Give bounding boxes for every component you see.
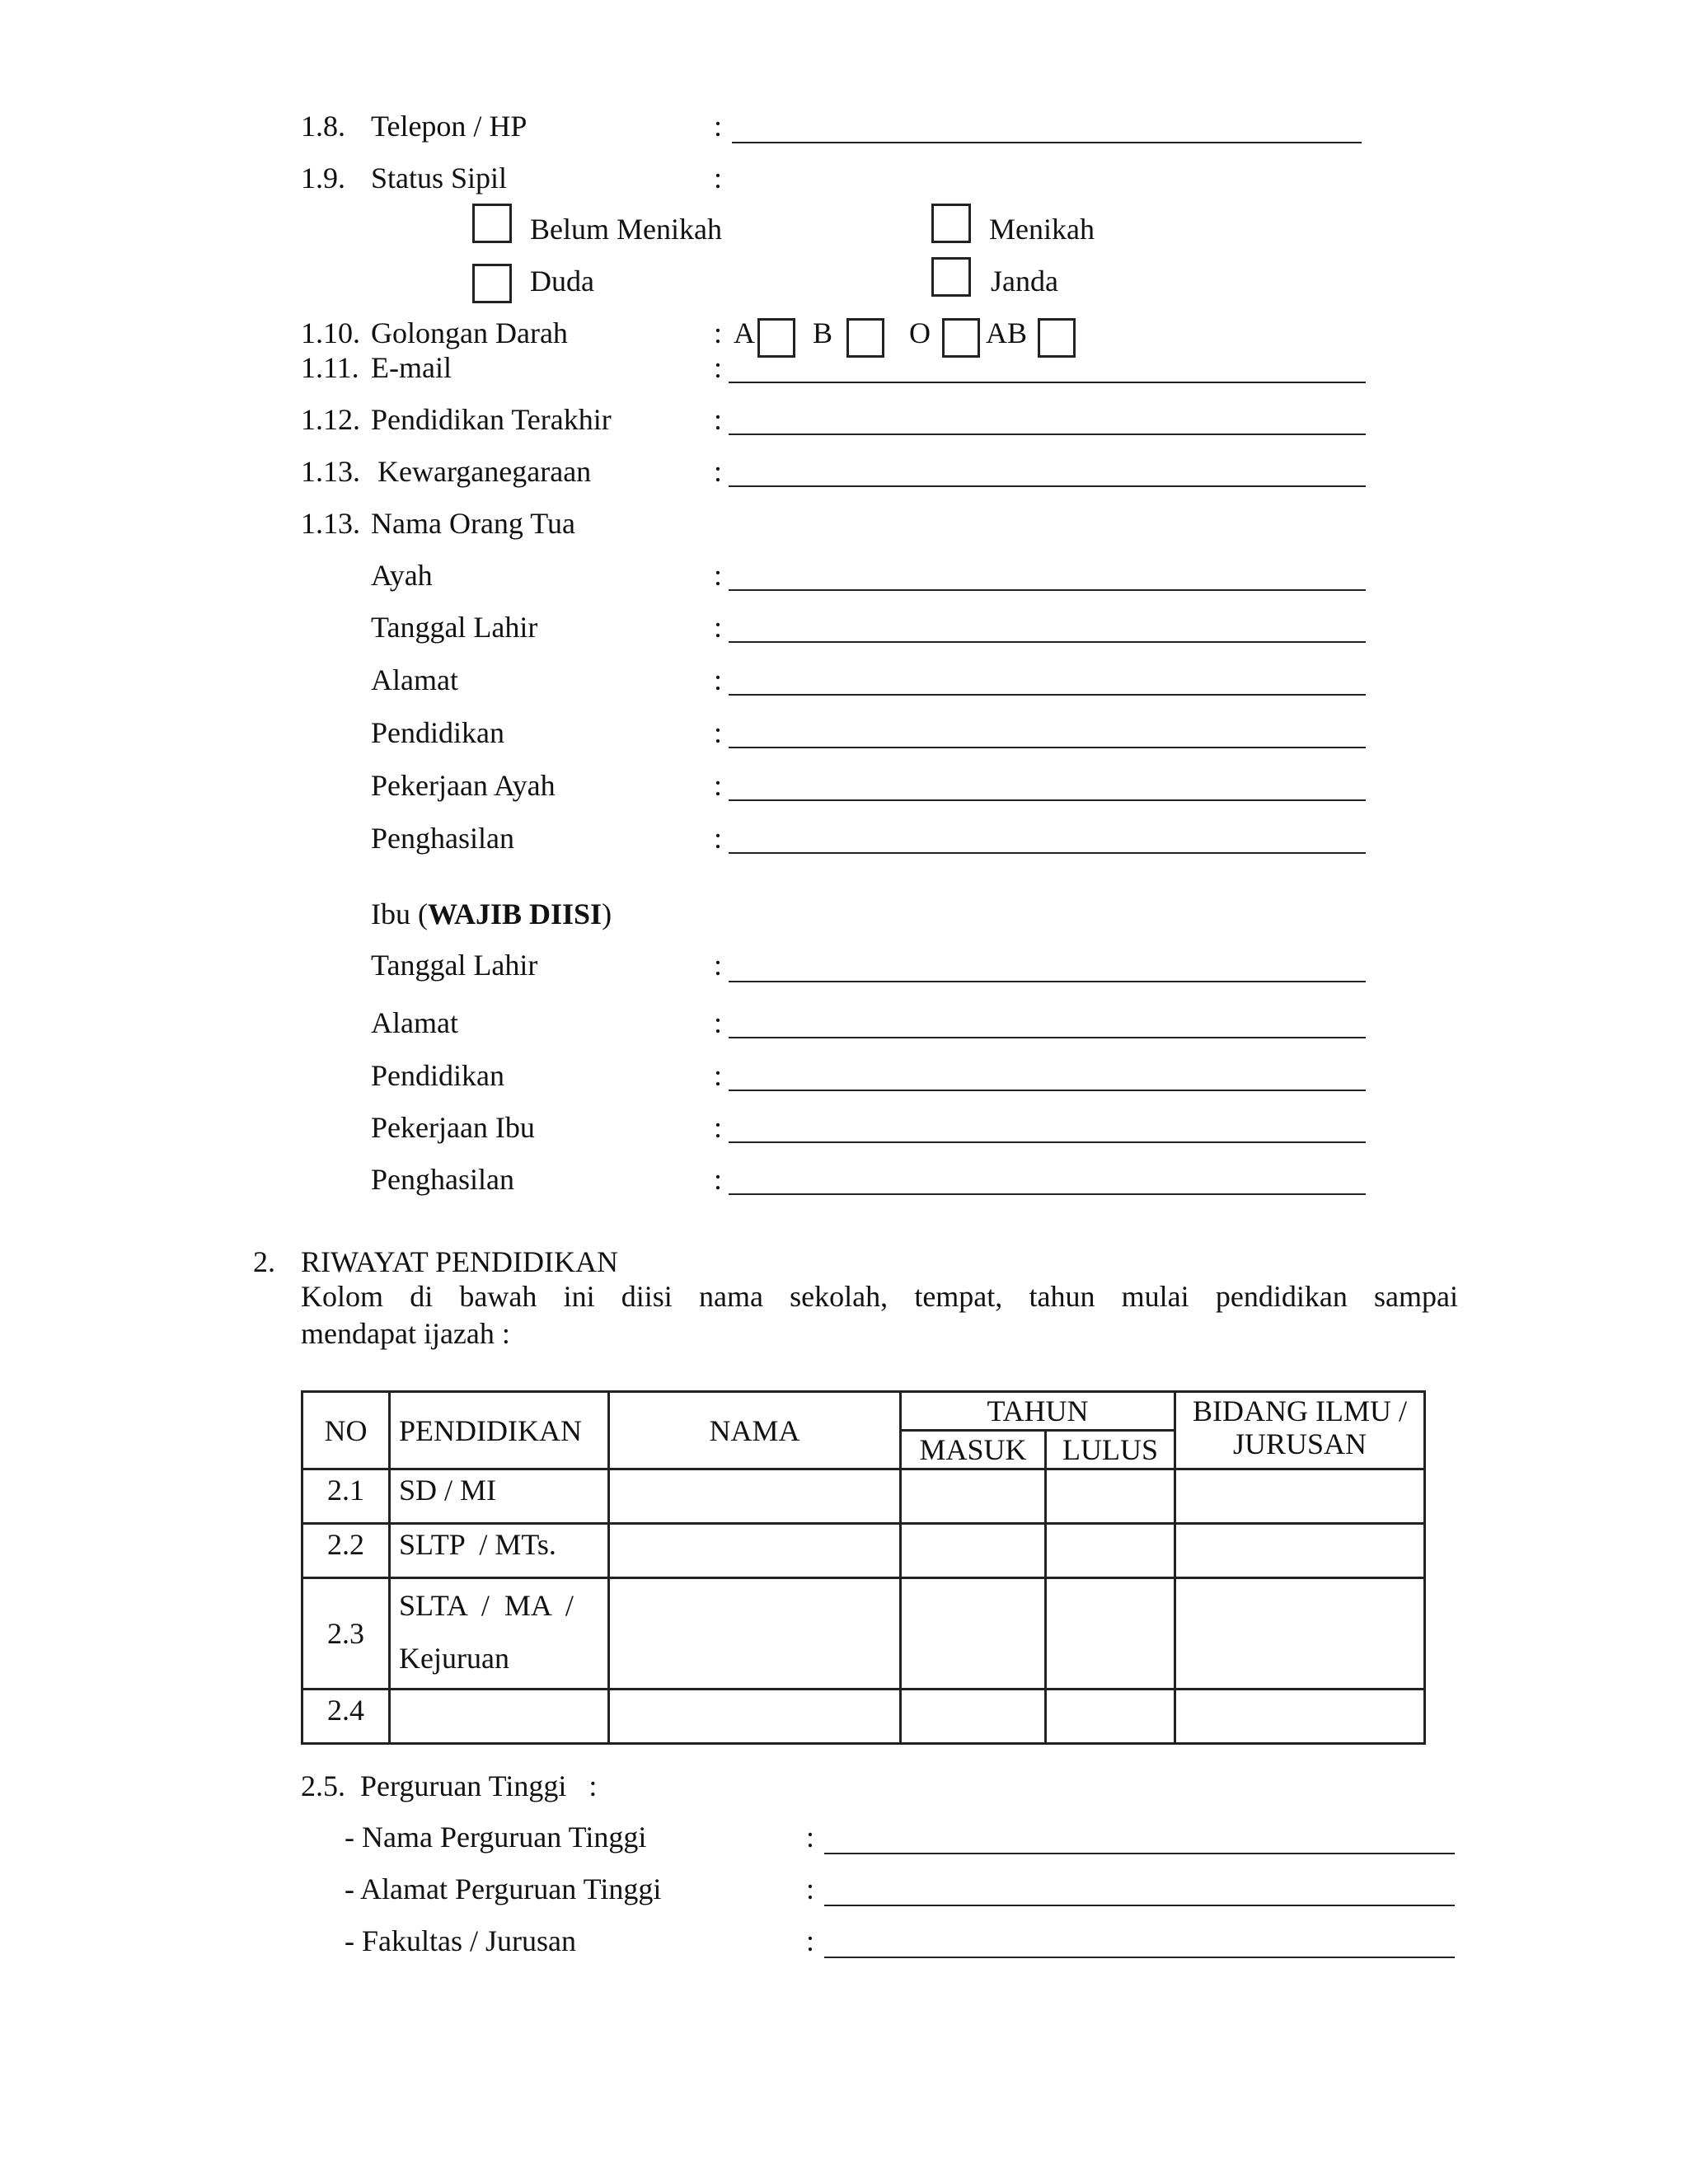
cell-lulus[interactable]: [1046, 1469, 1175, 1524]
option-duda: Duda: [530, 265, 594, 298]
header-tahun: TAHUN: [901, 1392, 1175, 1431]
cell-nama[interactable]: [609, 1690, 901, 1744]
email-input-line[interactable]: [729, 382, 1366, 383]
field-label-alamat-perguruan-tinggi: - Alamat Perguruan Tinggi: [345, 1872, 662, 1905]
section-description-cont: mendapat ijazah :: [301, 1317, 510, 1350]
checkbox-a[interactable]: [757, 318, 795, 358]
header-bidang-ilmu: BIDANG ILMU / JURUSAN: [1175, 1392, 1425, 1469]
row-no: 2.1: [302, 1469, 390, 1524]
option-belum-menikah: Belum Menikah: [530, 213, 722, 246]
cell-masuk[interactable]: [901, 1578, 1046, 1690]
tanggal-lahir-ibu-input-line[interactable]: [729, 981, 1366, 982]
field-label-pendidikan-ibu: Pendidikan: [371, 1059, 504, 1092]
cell-nama[interactable]: [609, 1524, 901, 1578]
table-row: [302, 1578, 1425, 1690]
cell-bidang[interactable]: [1175, 1690, 1425, 1744]
cell-bidang[interactable]: [1175, 1578, 1425, 1690]
penghasilan-ibu-input-line[interactable]: [729, 1193, 1366, 1195]
telepon-label: Telepon / HP: [371, 110, 528, 143]
fakultas-jurusan-input-line[interactable]: [824, 1957, 1455, 1958]
section-number: 2.: [253, 1245, 275, 1278]
row-no: 2.3: [302, 1578, 390, 1690]
checkbox-b[interactable]: [846, 318, 884, 358]
colon: :: [714, 1006, 723, 1039]
item-number: 1.8.: [301, 110, 345, 143]
checkbox-o[interactable]: [942, 318, 980, 358]
riwayat-pendidikan-table: [301, 1390, 1426, 1745]
kewarganegaraan-label: Kewarganegaraan: [377, 455, 592, 488]
checkbox-janda[interactable]: [931, 257, 971, 297]
colon: :: [714, 559, 723, 592]
pendidikan-terakhir-label: Pendidikan Terakhir: [371, 403, 612, 436]
golongan-darah-label: Golongan Darah: [371, 316, 568, 349]
cell-bidang[interactable]: [1175, 1524, 1425, 1578]
nama-perguruan-tinggi-input-line[interactable]: [824, 1853, 1455, 1854]
kewarganegaraan-input-line[interactable]: [729, 485, 1366, 487]
telepon-input-line[interactable]: [732, 142, 1362, 143]
colon: :: [714, 611, 723, 644]
pekerjaan-ayah-input-line[interactable]: [729, 799, 1366, 801]
header-lulus: LULUS: [1046, 1431, 1175, 1469]
colon: :: [714, 162, 723, 194]
item-number: 1.13.: [301, 507, 360, 540]
pendidikan-terakhir-input-line[interactable]: [729, 434, 1366, 435]
table-row: [302, 1524, 1425, 1578]
section-description: Kolom di bawah ini diisi nama sekolah, tempat, tahun mulai pendidikan sampai: [301, 1280, 1458, 1313]
colon: :: [714, 1059, 723, 1092]
alamat-ibu-input-line[interactable]: [729, 1037, 1366, 1038]
pendidikan-ayah-input-line[interactable]: [729, 747, 1366, 748]
cell-bidang[interactable]: [1175, 1469, 1425, 1524]
option-o: O: [909, 316, 931, 349]
field-label-alamat-ayah: Alamat: [371, 663, 458, 696]
header-nama: NAMA: [609, 1392, 901, 1469]
colon: :: [714, 403, 723, 436]
cell-masuk[interactable]: [901, 1469, 1046, 1524]
ayah-input-line[interactable]: [729, 589, 1366, 591]
table-row: [302, 1690, 1425, 1744]
alamat-perguruan-tinggi-input-line[interactable]: [824, 1905, 1455, 1906]
ibu-heading: Ibu (WAJIB DIISI): [371, 898, 612, 930]
header-no: NO: [302, 1392, 390, 1469]
cell-nama[interactable]: [609, 1469, 901, 1524]
row-no: 2.2: [302, 1524, 390, 1578]
colon: :: [806, 1924, 815, 1957]
field-label-tanggal-lahir-ayah: Tanggal Lahir: [371, 611, 538, 644]
header-pendidikan: PENDIDIKAN: [390, 1392, 609, 1469]
cell-lulus[interactable]: [1046, 1578, 1175, 1690]
table-row: [302, 1469, 1425, 1524]
colon: :: [714, 110, 723, 143]
option-ab: AB: [986, 316, 1028, 349]
colon: :: [714, 663, 723, 696]
cell-lulus[interactable]: [1046, 1690, 1175, 1744]
field-label-ayah: Ayah: [371, 559, 433, 592]
checkbox-belum-menikah[interactable]: [472, 204, 512, 243]
colon: :: [714, 769, 723, 802]
field-label-tanggal-lahir-ibu: Tanggal Lahir: [371, 949, 538, 982]
row-pendidikan[interactable]: [390, 1690, 609, 1744]
status-sipil-label: Status Sipil: [371, 162, 508, 194]
checkbox-duda[interactable]: [472, 264, 512, 303]
colon: :: [714, 351, 723, 384]
field-label-fakultas-jurusan: - Fakultas / Jurusan: [345, 1924, 576, 1957]
checkbox-menikah[interactable]: [931, 204, 971, 243]
option-b: B: [813, 316, 833, 349]
item-number: 1.10.: [301, 316, 360, 349]
perguruan-tinggi-heading: 2.5. Perguruan Tinggi :: [301, 1769, 598, 1802]
colon: :: [714, 455, 723, 488]
field-label-pendidikan-ayah: Pendidikan: [371, 716, 504, 749]
field-label-penghasilan-ayah: Penghasilan: [371, 822, 514, 855]
colon: :: [806, 1821, 815, 1854]
item-number: 1.12.: [301, 403, 360, 436]
row-pendidikan: SLTP / MTs.: [390, 1524, 609, 1578]
colon: :: [806, 1872, 815, 1905]
pendidikan-ibu-input-line[interactable]: [729, 1090, 1366, 1091]
field-label-pekerjaan-ayah: Pekerjaan Ayah: [371, 769, 556, 802]
item-number: 1.9.: [301, 162, 345, 194]
nama-orang-tua-label: Nama Orang Tua: [371, 507, 575, 540]
section-title: RIWAYAT PENDIDIKAN: [301, 1245, 619, 1278]
cell-masuk[interactable]: [901, 1524, 1046, 1578]
pekerjaan-ibu-input-line[interactable]: [729, 1141, 1366, 1143]
header-masuk: MASUK: [901, 1431, 1046, 1469]
colon: :: [714, 716, 723, 749]
checkbox-ab[interactable]: [1038, 318, 1076, 358]
cell-masuk[interactable]: [901, 1690, 1046, 1744]
email-label: E-mail: [371, 351, 452, 384]
colon: :: [714, 822, 723, 855]
item-number: 1.13.: [301, 455, 360, 488]
field-label-alamat-ibu: Alamat: [371, 1006, 458, 1039]
option-janda: Janda: [991, 265, 1058, 298]
field-label-pekerjaan-ibu: Pekerjaan Ibu: [371, 1111, 535, 1144]
penghasilan-ayah-input-line[interactable]: [729, 852, 1366, 854]
alamat-ayah-input-line[interactable]: [729, 694, 1366, 696]
cell-lulus[interactable]: [1046, 1524, 1175, 1578]
colon: :: [714, 1163, 723, 1196]
colon: :: [714, 316, 723, 349]
row-no: 2.4: [302, 1690, 390, 1744]
field-label-nama-perguruan-tinggi: - Nama Perguruan Tinggi: [345, 1821, 647, 1854]
option-menikah: Menikah: [989, 213, 1095, 246]
tanggal-lahir-ayah-input-line[interactable]: [729, 641, 1366, 643]
colon: :: [714, 1111, 723, 1144]
row-pendidikan: SD / MI: [390, 1469, 609, 1524]
cell-nama[interactable]: [609, 1578, 901, 1690]
field-label-penghasilan-ibu: Penghasilan: [371, 1163, 514, 1196]
item-number: 1.11.: [301, 351, 359, 384]
option-a: A: [734, 316, 755, 349]
row-pendidikan: SLTA / MA / Kejuruan: [390, 1578, 609, 1690]
colon: :: [714, 949, 723, 982]
